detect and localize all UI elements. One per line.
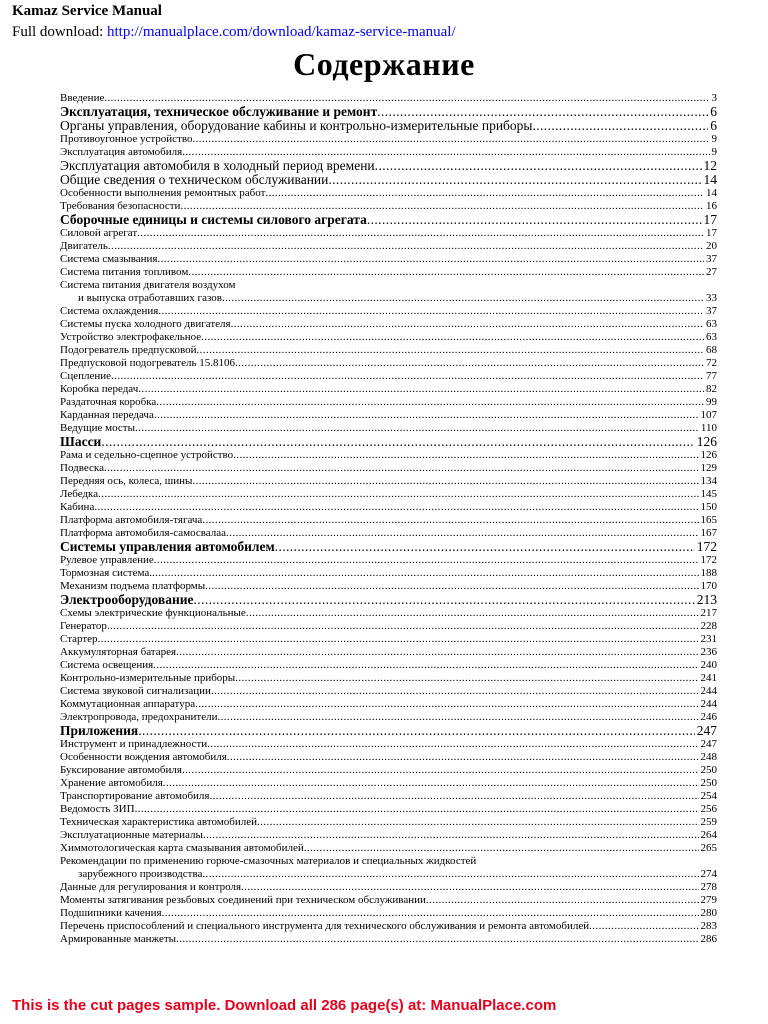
toc-entry[interactable] xyxy=(60,855,717,868)
toc-entry[interactable] xyxy=(60,409,717,422)
toc-entry[interactable] xyxy=(60,607,717,620)
toc-entry[interactable] xyxy=(60,370,717,383)
toc-dot-leader xyxy=(156,396,704,409)
toc-entry[interactable] xyxy=(60,159,717,173)
toc-entry[interactable] xyxy=(60,396,717,409)
toc-entry[interactable] xyxy=(60,449,717,462)
toc-entry-title: Буксирование автомобиля xyxy=(60,764,182,776)
toc-entry[interactable] xyxy=(60,711,717,724)
toc-dot-leader xyxy=(257,816,699,829)
toc-entry-title: Коммутационная аппаратура xyxy=(60,698,196,710)
toc-dot-leader xyxy=(154,409,699,422)
toc-entry-page: 170 xyxy=(700,580,717,592)
toc-entry[interactable] xyxy=(60,527,717,540)
toc-entry-page: 9 xyxy=(711,133,717,145)
toc-entry-page: 259 xyxy=(700,816,717,828)
toc-entry[interactable] xyxy=(60,803,717,816)
toc-entry[interactable] xyxy=(60,751,717,764)
toc-entry[interactable] xyxy=(60,146,717,159)
toc-entry-page: 240 xyxy=(700,659,717,671)
toc-entry[interactable] xyxy=(60,920,717,933)
toc-entry[interactable] xyxy=(60,933,717,946)
toc-entry-page: 283 xyxy=(700,920,717,932)
toc-entry-page: 14 xyxy=(706,187,717,199)
toc-entry-title: Сцепление xyxy=(60,370,112,382)
toc-entry[interactable] xyxy=(60,567,717,580)
toc-entry[interactable] xyxy=(60,764,717,777)
toc-dot-leader xyxy=(377,105,708,119)
toc-entry-title: Эксплуатация автомобиля в холодный период времени xyxy=(60,159,375,173)
toc-entry[interactable] xyxy=(60,659,717,672)
toc-entry-page: 280 xyxy=(700,907,717,919)
toc-entry[interactable] xyxy=(60,119,717,133)
toc-dot-leader xyxy=(152,567,699,580)
toc-entry-page: 12 xyxy=(703,159,717,173)
toc-entry-title: Эксплуатация, техническое обслуживание и ремонт xyxy=(60,105,378,119)
toc-entry[interactable] xyxy=(60,685,717,698)
toc-entry-title: Ведущие мосты xyxy=(60,422,135,434)
toc-entry-page: 126 xyxy=(696,435,717,449)
toc-dot-leader xyxy=(202,514,698,527)
toc-entry-page: 72 xyxy=(706,357,717,369)
toc-entry[interactable] xyxy=(60,698,717,711)
toc-entry-title: Транспортирование автомобиля xyxy=(60,790,210,802)
toc-entry-title: Инструмент и принадлежности xyxy=(60,738,208,750)
toc-entry-page: 126 xyxy=(700,449,717,461)
toc-entry-page: 250 xyxy=(700,777,717,789)
toc-entry-page: 16 xyxy=(706,200,717,212)
toc-dot-leader xyxy=(241,881,698,894)
toc-entry[interactable] xyxy=(60,907,717,920)
toc-entry-page: 246 xyxy=(700,711,717,723)
toc-entry-page: 107 xyxy=(700,409,717,421)
toc-entry-title: Система охлаждения xyxy=(60,305,159,317)
toc-dot-leader xyxy=(192,475,698,488)
toc-entry-title: Двигатель xyxy=(60,240,108,252)
toc-dot-leader xyxy=(217,711,698,724)
toc-entry-page: 274 xyxy=(700,868,717,880)
toc-entry-page: 188 xyxy=(700,567,717,579)
toc-entry[interactable] xyxy=(60,554,717,567)
toc-entry-title: Требования безопасности xyxy=(60,200,181,212)
toc-entry-page: 63 xyxy=(706,318,717,330)
toc-entry-title: Сборочные единицы и системы силового агрегата xyxy=(60,213,367,227)
toc-entry[interactable] xyxy=(60,187,717,200)
toc-entry-title: Системы управления автомобилем xyxy=(60,540,275,554)
toc-entry-title: Раздаточная коробка xyxy=(60,396,157,408)
toc-entry[interactable] xyxy=(60,816,717,829)
toc-entry[interactable] xyxy=(60,738,717,751)
toc-entry-title: Органы управления, оборудование кабины и контрольно-измерительные приборы xyxy=(60,119,533,133)
toc-entry-title: Платформа автомобиля-тягача xyxy=(60,514,203,526)
toc-entry-title: Кабина xyxy=(60,501,95,513)
toc-dot-leader xyxy=(222,292,704,305)
toc-entry-page: 129 xyxy=(700,462,717,474)
toc-entry-title: Механизм подъема платформы xyxy=(60,580,206,592)
toc-entry-page: 244 xyxy=(700,685,717,697)
toc-entry[interactable] xyxy=(60,829,717,842)
toc-entry-title: Платформа автомобиля-самосвалаа xyxy=(60,527,227,539)
toc-entry-title: Моменты затягивания резьбовых соединений при техническом обслуживании xyxy=(60,894,426,906)
toc-entry[interactable] xyxy=(60,894,717,907)
toc-entry-title: Система звуковой сигнализации xyxy=(60,685,211,697)
toc-entry[interactable] xyxy=(60,305,717,318)
toc-entry-title: Подвеска xyxy=(60,462,104,474)
table-of-contents xyxy=(60,92,717,946)
toc-entry[interactable] xyxy=(60,200,717,213)
toc-dot-leader xyxy=(111,370,704,383)
toc-entry-title: Силовой агрегат xyxy=(60,227,138,239)
toc-entry-title: Особенности выполнения ремонтных работ xyxy=(60,187,266,199)
toc-entry-title: Шасси xyxy=(60,435,102,449)
toc-entry-page: 27 xyxy=(706,266,717,278)
toc-entry-title: Армированные манжеты xyxy=(60,933,177,945)
toc-entry-page: 247 xyxy=(700,738,717,750)
toc-entry[interactable] xyxy=(60,357,717,370)
toc-entry-title: Общие сведения о техническом обслуживании xyxy=(60,173,329,187)
toc-dot-leader xyxy=(275,540,695,554)
toc-dot-leader xyxy=(205,580,698,593)
toc-entry-page: 244 xyxy=(700,698,717,710)
toc-dot-leader xyxy=(188,266,704,279)
toc-entry[interactable] xyxy=(60,435,717,449)
toc-dot-leader xyxy=(207,738,698,751)
toc-dot-leader xyxy=(328,173,701,187)
toc-dot-leader xyxy=(98,633,699,646)
toc-entry-title: Ведомость ЗИП xyxy=(60,803,135,815)
toc-dot-leader xyxy=(233,449,698,462)
toc-entry-title: Лебедка xyxy=(60,488,99,500)
toc-entry[interactable] xyxy=(60,672,717,685)
toc-entry[interactable] xyxy=(60,724,717,738)
toc-dot-leader xyxy=(104,92,709,105)
toc-entry-page: 37 xyxy=(706,305,717,317)
toc-dot-leader xyxy=(532,119,708,133)
toc-dot-leader xyxy=(182,146,709,159)
toc-entry-page: 228 xyxy=(700,620,717,632)
footer-notice: This is the cut pages sample. Download all 286 page(s) at: ManualPlace.com xyxy=(12,997,557,1014)
toc-entry-page: 68 xyxy=(706,344,717,356)
toc-entry-title: Противоугонное устройство xyxy=(60,133,193,145)
toc-entry-page: 286 xyxy=(700,933,717,945)
toc-dot-leader xyxy=(135,803,699,816)
toc-entry-page: 17 xyxy=(703,213,717,227)
toc-entry[interactable] xyxy=(60,213,717,227)
toc-entry-title: Рулевое управление xyxy=(60,554,154,566)
toc-entry[interactable] xyxy=(60,318,717,331)
toc-entry-page: 217 xyxy=(700,607,717,619)
toc-entry-title: Система освещения xyxy=(60,659,154,671)
toc-dot-leader xyxy=(108,240,704,253)
toc-entry-title: Приложения xyxy=(60,724,139,738)
toc-entry-title: Стартер xyxy=(60,633,98,645)
toc-entry-page: 250 xyxy=(700,764,717,776)
toc-dot-leader xyxy=(182,764,699,777)
toc-entry-title: Тормозная система. xyxy=(60,567,152,579)
toc-entry-title: зарубежного производства xyxy=(78,868,203,880)
toc-dot-leader xyxy=(163,777,699,790)
toc-dot-leader xyxy=(176,646,698,659)
toc-entry-title: Контрольно-измерительные приборы xyxy=(60,672,236,684)
toc-dot-leader xyxy=(195,698,698,711)
toc-entry-page: 82 xyxy=(706,383,717,395)
download-label: Full download: xyxy=(12,24,104,40)
toc-entry[interactable] xyxy=(60,105,717,119)
toc-entry-title: Техническая характеристика автомобилей xyxy=(60,816,257,828)
toc-dot-leader xyxy=(227,751,699,764)
toc-entry[interactable] xyxy=(60,344,717,357)
toc-entry-page: 14 xyxy=(703,173,717,187)
toc-dot-leader xyxy=(138,383,704,396)
toc-entry[interactable] xyxy=(60,488,717,501)
toc-entry[interactable] xyxy=(60,580,717,593)
toc-entry-page: 279 xyxy=(700,894,717,906)
toc-entry[interactable] xyxy=(60,279,717,292)
toc-entry-page: 278 xyxy=(700,881,717,893)
toc-entry-title: Подшипники качения xyxy=(60,907,162,919)
toc-entry[interactable] xyxy=(60,92,717,105)
toc-entry-page: 6 xyxy=(710,119,717,133)
toc-entry-title: Аккумуляторная батарея xyxy=(60,646,177,658)
toc-entry-title: Предпусковой подогреватель 15.8106 xyxy=(60,357,235,369)
toc-dot-leader xyxy=(135,422,699,435)
toc-dot-leader xyxy=(375,159,702,173)
toc-entry-page: 254 xyxy=(700,790,717,802)
toc-entry-page: 3 xyxy=(711,92,717,104)
document-header-title: Kamaz Service Manual xyxy=(12,3,162,19)
toc-dot-leader xyxy=(157,253,704,266)
toc-entry-title: Эксплуатационные материалы xyxy=(60,829,203,841)
toc-dot-leader xyxy=(138,724,695,738)
toc-entry[interactable] xyxy=(60,540,717,554)
toc-entry-title: Химмотологическая карта смазывания автомобилей xyxy=(60,842,304,854)
toc-dot-leader xyxy=(104,462,699,475)
toc-entry-page: 9 xyxy=(711,146,717,158)
toc-dot-leader xyxy=(226,527,698,540)
toc-entry-page: 167 xyxy=(700,527,717,539)
toc-entry-page: 213 xyxy=(696,593,717,607)
toc-entry[interactable] xyxy=(60,133,717,146)
toc-entry-title: Данные для регулирования и контроля xyxy=(60,881,242,893)
toc-dot-leader xyxy=(197,344,705,357)
toc-dot-leader xyxy=(246,607,699,620)
toc-entry-page: 33 xyxy=(706,292,717,304)
toc-entry[interactable] xyxy=(60,881,717,894)
toc-entry[interactable] xyxy=(60,266,717,279)
toc-entry-title: Электрооборудование xyxy=(60,593,194,607)
toc-entry-page: 236 xyxy=(700,646,717,658)
toc-dot-leader xyxy=(235,357,704,370)
toc-entry-title: Перечень приспособлений и специального инструмента для технического обслуживания и ремонта автомобилей xyxy=(60,920,590,932)
toc-entry-title: Особенности вождения автомобиля xyxy=(60,751,227,763)
toc-dot-leader xyxy=(265,187,704,200)
toc-entry-title: Системы пуска холодного двигателя xyxy=(60,318,231,330)
toc-entry[interactable] xyxy=(60,514,717,527)
toc-entry-title: Эксплуатация автомобиля xyxy=(60,146,183,158)
toc-entry-page: 256 xyxy=(700,803,717,815)
toc-dot-leader xyxy=(231,318,704,331)
toc-dot-leader xyxy=(193,133,710,146)
toc-entry-page: 77 xyxy=(706,370,717,382)
toc-entry[interactable] xyxy=(60,620,717,633)
toc-entry-page: 247 xyxy=(696,724,717,738)
toc-entry[interactable] xyxy=(60,227,717,240)
toc-dot-leader xyxy=(154,554,699,567)
toc-entry-page: 172 xyxy=(696,540,717,554)
toc-entry[interactable] xyxy=(60,777,717,790)
toc-dot-leader xyxy=(201,331,704,344)
toc-dot-leader xyxy=(137,227,704,240)
toc-entry[interactable] xyxy=(60,868,717,881)
toc-entry-title: Система смазывания xyxy=(60,253,158,265)
toc-dot-leader xyxy=(94,501,698,514)
toc-dot-leader xyxy=(158,305,704,318)
toc-entry-page: 63 xyxy=(706,331,717,343)
toc-entry-page: 20 xyxy=(706,240,717,252)
toc-entry-title: Электропровода, предохранители xyxy=(60,711,218,723)
toc-entry[interactable] xyxy=(60,633,717,646)
toc-entry-page: 17 xyxy=(706,227,717,239)
toc-entry[interactable] xyxy=(60,331,717,344)
toc-entry[interactable] xyxy=(60,173,717,187)
toc-entry-page: 145 xyxy=(700,488,717,500)
toc-entry-page: 264 xyxy=(700,829,717,841)
toc-entry[interactable] xyxy=(60,475,717,488)
toc-entry-title: Система питания топливом xyxy=(60,266,189,278)
toc-entry-title: Передняя ось, колеса, шины xyxy=(60,475,193,487)
toc-entry[interactable] xyxy=(60,462,717,475)
toc-dot-leader xyxy=(162,907,699,920)
toc-dot-leader xyxy=(203,829,699,842)
toc-entry-page: 37 xyxy=(706,253,717,265)
toc-entry[interactable] xyxy=(60,501,717,514)
toc-entry-title: Генератор xyxy=(60,620,107,632)
download-link[interactable]: http://manualplace.com/download/kamaz-service-manual/ xyxy=(107,24,456,40)
toc-dot-leader xyxy=(101,435,694,449)
toc-entry-title: Устройство электрофакельное xyxy=(60,331,202,343)
toc-entry[interactable] xyxy=(60,422,717,435)
toc-entry-title: Схемы электрические функциональные xyxy=(60,607,246,619)
toc-entry-title: Система питания двигателя воздухом xyxy=(60,279,236,291)
toc-dot-leader xyxy=(235,672,698,685)
toc-dot-leader xyxy=(211,685,699,698)
toc-dot-leader xyxy=(176,933,698,946)
toc-dot-leader xyxy=(98,488,698,501)
toc-entry-title: и выпуска отработавших газов xyxy=(78,292,222,304)
toc-entry[interactable] xyxy=(60,240,717,253)
toc-dot-leader xyxy=(180,200,704,213)
toc-dot-leader xyxy=(426,894,699,907)
page-title: Содержание xyxy=(293,46,475,82)
toc-entry-page: 150 xyxy=(700,501,717,513)
toc-entry-page: 265 xyxy=(700,842,717,854)
toc-entry-page: 6 xyxy=(710,105,717,119)
toc-dot-leader xyxy=(589,920,698,933)
toc-entry-title: Коробка передач xyxy=(60,383,139,395)
toc-entry-page: 248 xyxy=(700,751,717,763)
toc-entry[interactable] xyxy=(60,383,717,396)
toc-entry[interactable] xyxy=(60,292,717,305)
toc-entry-page: 231 xyxy=(700,633,717,645)
toc-entry-title: Карданная передача xyxy=(60,409,154,421)
toc-entry-title: Подогреватель предпусковой xyxy=(60,344,197,356)
toc-entry-title: Введение xyxy=(60,92,105,104)
toc-dot-leader xyxy=(209,790,698,803)
toc-entry-title: Рама и седельно-сцепное устройство xyxy=(60,449,234,461)
toc-entry-page: 110 xyxy=(700,422,717,434)
toc-entry-page: 172 xyxy=(700,554,717,566)
toc-entry[interactable] xyxy=(60,593,717,607)
toc-entry-title: Рекомендации по применению горюче-смазочных материалов и специальных жидкостей xyxy=(60,855,477,867)
toc-entry-title: Хранение автомобиля xyxy=(60,777,163,789)
toc-entry-page: 134 xyxy=(700,475,717,487)
toc-entry-page: 241 xyxy=(700,672,717,684)
download-line xyxy=(12,24,456,41)
toc-entry[interactable] xyxy=(60,646,717,659)
toc-dot-leader xyxy=(194,593,695,607)
toc-dot-leader xyxy=(367,213,702,227)
toc-entry[interactable] xyxy=(60,253,717,266)
toc-dot-leader xyxy=(107,620,699,633)
toc-entry-page: 99 xyxy=(706,396,717,408)
toc-entry[interactable] xyxy=(60,790,717,803)
toc-entry[interactable] xyxy=(60,842,717,855)
toc-entry-page: 165 xyxy=(700,514,717,526)
toc-dot-leader xyxy=(304,842,699,855)
toc-dot-leader xyxy=(153,659,698,672)
toc-dot-leader xyxy=(202,868,698,881)
